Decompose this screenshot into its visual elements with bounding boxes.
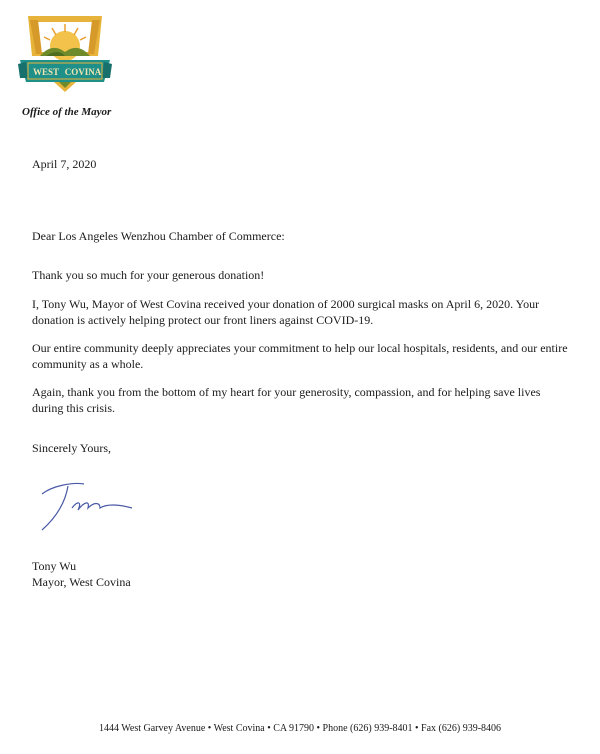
signer-name: Tony Wu bbox=[32, 559, 77, 573]
body-paragraph: I, Tony Wu, Mayor of West Covina received your donation of 2000 surgical masks on April 6, 2020. Your donation is actively helping protect our front liners against COVID-19. bbox=[32, 297, 540, 327]
salutation: Dear Los Angeles Wenzhou Chamber of Commerce: bbox=[32, 229, 285, 243]
signer-title: Mayor, West Covina bbox=[32, 575, 131, 589]
body-paragraph: Our entire community deeply appreciates your commitment to help our local hospitals, residents, and our entire community as a whole. bbox=[32, 341, 568, 371]
body-paragraph: Again, thank you from the bottom of my heart for your generosity, compassion, and for helping save lives during this crisis. bbox=[32, 385, 541, 415]
thanks-line: Thank you so much for your generous donation! bbox=[32, 268, 265, 282]
office-title: Office of the Mayor bbox=[22, 106, 112, 118]
closing: Sincerely Yours, bbox=[32, 441, 112, 455]
signature bbox=[32, 474, 136, 538]
svg-text:WEST: WEST bbox=[32, 67, 60, 77]
svg-text:COVINA: COVINA bbox=[64, 67, 102, 77]
west-covina-logo bbox=[16, 12, 114, 96]
footer-address: 1444 West Garvey Avenue • West Covina • CA 91790 • Phone (626) 939-8401 • Fax (626) 939-8406 bbox=[98, 723, 502, 734]
letter-date: April 7, 2020 bbox=[32, 157, 97, 171]
